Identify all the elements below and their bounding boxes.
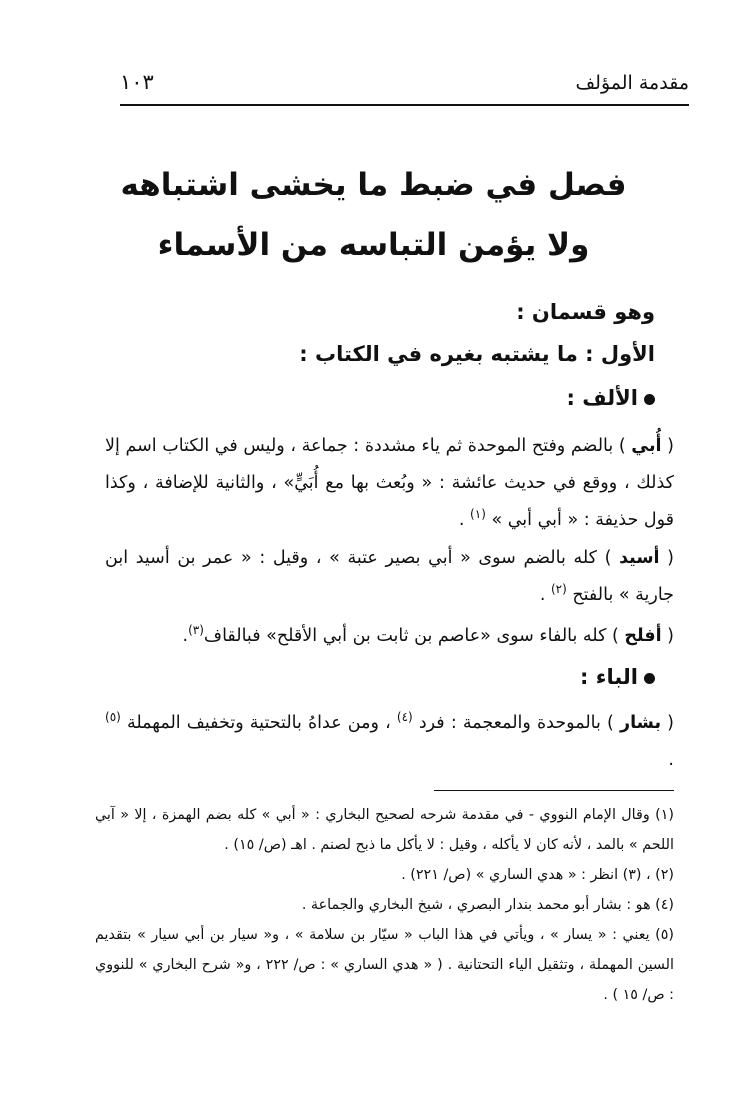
section-ba-label: الباء : xyxy=(580,665,638,689)
entry-usayd xyxy=(105,540,674,614)
section-alif-label: الألف : xyxy=(566,386,638,410)
footnote-ref-1[interactable]: (١) xyxy=(470,507,486,522)
footnote-divider xyxy=(434,790,674,791)
page-number: ١٠٣ xyxy=(120,70,154,94)
entry-aflah-end: . xyxy=(182,626,189,646)
entry-usayd-end: . xyxy=(539,585,551,605)
entry-ubayy xyxy=(105,428,674,539)
entry-bashshar-text: ) بالموحدة والمعجمة : فرد xyxy=(412,713,620,733)
section-alif-heading xyxy=(567,386,655,410)
chapter-title-line-2: ولا يؤمن التباسه من الأسماء xyxy=(157,227,590,263)
entry-bashshar-term: بشار xyxy=(620,713,662,733)
entry-ubayy-term: أُبي xyxy=(631,436,662,456)
part-one-heading: الأول : ما يشتبه بغيره في الكتاب : xyxy=(299,342,655,366)
entry-bashshar-open: ( xyxy=(661,713,675,733)
entry-aflah-term: أفلح xyxy=(624,626,662,646)
footnote-2-3: (٢) ، (٣) انظر : « هدي الساري » (ص/ ٢٢١) . xyxy=(401,867,674,883)
running-title: مقدمة المؤلف xyxy=(575,72,689,94)
footnote-1: (١) وقال الإمام النووي - في مقدمة شرحه لصحيح البخاري : « أبي » كله بضم الهمزة ، إلا « آبي اللحم » بالمد ، لأنه كان لا يأكله ، وقيل : لا يأكل ما ذبح لصنم . اهـ (ص/ ١٥) . xyxy=(95,807,674,853)
entry-ubayy-open: ( xyxy=(661,436,675,456)
entry-bashshar-end: . xyxy=(668,750,674,770)
footnote-ref-3[interactable]: (٣) xyxy=(188,623,204,638)
entry-aflah-open: ( xyxy=(661,626,674,646)
entry-ubayy-text: ) بالضم وفتح الموحدة ثم ياء مشددة : جماعة ، وليس في الكتاب اسم إلا كذلك ، ووقع في حديث عائشة : « وبُعث بها مع أُبَيٍّ» ، والثانية للإضافة ، وكذا قول حذيفة : « أبي أبي » xyxy=(105,436,674,530)
entry-bashshar-text-2: ، ومن عداهُ بالتحتية وتخفيف المهملة xyxy=(120,713,397,733)
entry-usayd-open: ( xyxy=(659,548,674,568)
footnote-ref-4[interactable]: (٤) xyxy=(396,710,413,725)
section-ba-heading xyxy=(580,665,655,689)
running-head xyxy=(120,68,689,106)
chapter-title xyxy=(120,155,627,275)
entry-aflah-text: ) كله بالفاء سوى «عاصم بن ثابت بن أبي الأقلح» فبالقاف xyxy=(203,626,625,646)
entry-usayd-term: أسيد xyxy=(619,548,660,568)
footnote-ref-5[interactable]: (٥) xyxy=(105,710,121,725)
bullet-icon xyxy=(644,394,655,405)
footnote-ref-2[interactable]: (٢) xyxy=(550,582,567,597)
chapter-title-line-1: فصل في ضبط ما يخشى اشتباهه xyxy=(120,167,627,203)
bullet-icon xyxy=(644,673,655,684)
entry-ubayy-end: . xyxy=(458,510,471,530)
footnote-4: (٤) هو : بشار أبو محمد بندار البصري ، شيخ البخاري والجماعة . xyxy=(301,897,674,913)
entry-bashshar xyxy=(105,705,674,779)
entry-aflah xyxy=(105,618,674,655)
entry-usayd-text: ) كله بالضم سوى « أبي بصير عتبة » ، وقيل : « عمر بن أسيد ابن جارية » بالفتح xyxy=(105,548,674,605)
intro-heading: وهو قسمان : xyxy=(516,300,655,324)
footnote-5: (٥) يعني : « يسار » ، ويأتي في هذا الباب « سيّار بن سلامة » ، و« سيار بن أبي سيار » بتقديم السين المهملة ، وتثقيل الياء التحتانية . ( « هدي الساري » : ص/ ٢٢٢ ، و« شرح البخاري » للنووي : ص/ ١٥ ) . xyxy=(95,927,674,1003)
footnotes xyxy=(95,800,674,1010)
